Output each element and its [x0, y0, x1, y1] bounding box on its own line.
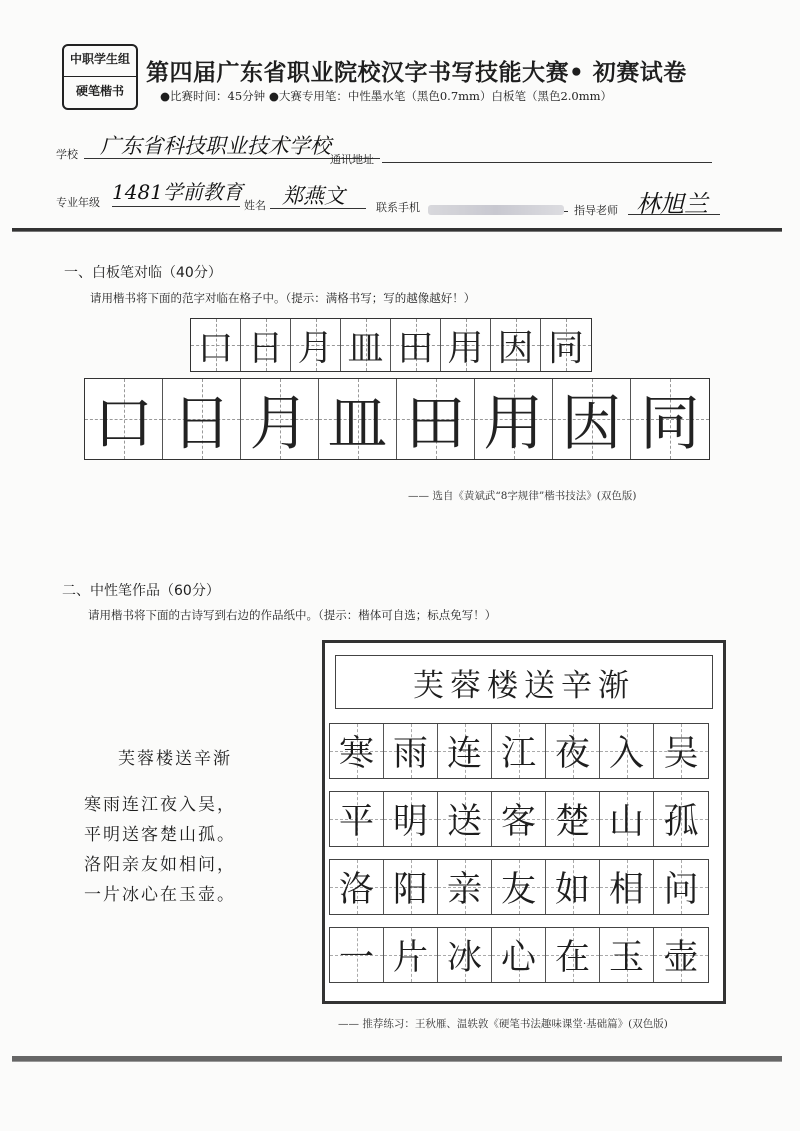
work-char-cell[interactable]: 冰	[438, 928, 492, 982]
work-char-cell[interactable]: 客	[492, 792, 546, 846]
work-row[interactable]	[329, 859, 709, 915]
work-char-cell[interactable]: 如	[546, 860, 600, 914]
section2-heading: 二、中性笔作品（60分）	[62, 583, 220, 599]
work-row[interactable]	[329, 723, 709, 779]
badge-style-label: 硬笔楷书	[75, 84, 124, 98]
model-char-cell: 皿	[341, 319, 391, 371]
practice-char-cell[interactable]: 日	[163, 379, 241, 459]
practice-char-cell[interactable]: 皿	[319, 379, 397, 459]
work-char-cell[interactable]: 亲	[438, 860, 492, 914]
phone-label: 联系手机	[376, 201, 420, 214]
work-char-cell[interactable]: 楚	[546, 792, 600, 846]
category-badge	[62, 44, 138, 110]
footer-divider	[12, 1056, 782, 1062]
section1-instruction: 请用楷书将下面的范字对临在格子中。（提示：满格书写；写的越像越好！）	[90, 291, 476, 305]
model-char-cell: 因	[491, 319, 541, 371]
header-divider	[12, 228, 782, 232]
poem-line: 平明送客楚山孤。	[84, 825, 236, 845]
work-row[interactable]	[329, 927, 709, 983]
work-char-cell[interactable]: 在	[546, 928, 600, 982]
poem-line: 寒雨连江夜入吴，	[84, 795, 236, 815]
section2-instruction: 请用楷书将下面的古诗写到右边的作品纸中。（提示：楷体可自选；标点免写！）	[88, 608, 497, 622]
model-char-cell: 日	[241, 319, 291, 371]
work-char-cell[interactable]: 连	[438, 724, 492, 778]
address-label: 通讯地址	[330, 153, 374, 166]
work-char-cell[interactable]: 雨	[384, 724, 438, 778]
work-row[interactable]	[329, 791, 709, 847]
work-char-cell[interactable]: 平	[330, 792, 384, 846]
model-char-grid	[190, 318, 592, 372]
badge-group-label: 中职学生组	[69, 52, 130, 66]
name-label: 姓名	[244, 199, 266, 212]
poem-title: 芙蓉楼送辛渐	[118, 749, 232, 769]
major-label: 专业年级	[56, 196, 100, 209]
practice-char-cell[interactable]: 用	[475, 379, 553, 459]
work-char-cell[interactable]: 心	[492, 928, 546, 982]
work-char-cell[interactable]: 孤	[654, 792, 708, 846]
model-char-cell: 用	[441, 319, 491, 371]
work-char-cell[interactable]: 问	[654, 860, 708, 914]
model-char-cell: 月	[291, 319, 341, 371]
address-underline[interactable]	[382, 162, 712, 163]
school-value[interactable]: 广东省科技职业技术学校	[100, 134, 331, 158]
work-char-cell[interactable]: 吴	[654, 724, 708, 778]
section1-heading: 一、白板笔对临（40分）	[64, 265, 222, 281]
name-value[interactable]: 郑燕文	[282, 184, 345, 208]
section1-source: —— 选自《黄斌武“8字规律”楷书技法》(双色版)	[408, 490, 637, 502]
exam-subtitle: ●比赛时间：45分钟 ●大赛专用笔：中性墨水笔（黑色0.7mm）白板笔（黑色2.0mm）	[160, 89, 613, 103]
work-char-cell[interactable]: 山	[600, 792, 654, 846]
school-label: 学校	[56, 148, 78, 161]
practice-char-grid[interactable]	[84, 378, 710, 460]
work-char-cell[interactable]: 入	[600, 724, 654, 778]
work-char-cell[interactable]: 片	[384, 928, 438, 982]
work-char-cell[interactable]: 送	[438, 792, 492, 846]
practice-char-cell[interactable]: 因	[553, 379, 631, 459]
badge-divider	[64, 76, 136, 77]
teacher-value[interactable]: 林旭兰	[636, 190, 708, 218]
poem-line: 洛阳亲友如相问，	[84, 855, 236, 875]
work-char-cell[interactable]: 明	[384, 792, 438, 846]
model-char-cell: 口	[191, 319, 241, 371]
model-char-cell: 同	[541, 319, 591, 371]
practice-char-cell[interactable]: 月	[241, 379, 319, 459]
work-char-cell[interactable]: 一	[330, 928, 384, 982]
work-char-cell[interactable]: 壶	[654, 928, 708, 982]
work-char-cell[interactable]: 江	[492, 724, 546, 778]
exam-title: 第四届广东省职业院校汉字书写技能大赛• 初赛试卷	[146, 60, 687, 86]
model-char-cell: 田	[391, 319, 441, 371]
major-underline	[112, 206, 240, 207]
major-value[interactable]: 1481学前教育	[112, 180, 243, 204]
work-title[interactable]: 芙蓉楼送辛渐	[335, 655, 713, 709]
work-char-cell[interactable]: 夜	[546, 724, 600, 778]
work-paper[interactable]	[322, 640, 726, 1004]
section2-source: —— 推荐练习：王秋雁、温轶敦《硬笔书法趣味课堂·基础篇》(双色版)	[338, 1018, 668, 1030]
phone-redaction	[428, 205, 564, 215]
work-char-cell[interactable]: 玉	[600, 928, 654, 982]
poem-line: 一片冰心在玉壶。	[84, 885, 236, 905]
work-char-cell[interactable]: 洛	[330, 860, 384, 914]
work-char-cell[interactable]: 阳	[384, 860, 438, 914]
work-char-cell[interactable]: 友	[492, 860, 546, 914]
work-char-cell[interactable]: 相	[600, 860, 654, 914]
practice-char-cell[interactable]: 同	[631, 379, 709, 459]
teacher-label: 指导老师	[574, 204, 618, 217]
work-char-cell[interactable]: 寒	[330, 724, 384, 778]
practice-char-cell[interactable]: 口	[85, 379, 163, 459]
practice-char-cell[interactable]: 田	[397, 379, 475, 459]
